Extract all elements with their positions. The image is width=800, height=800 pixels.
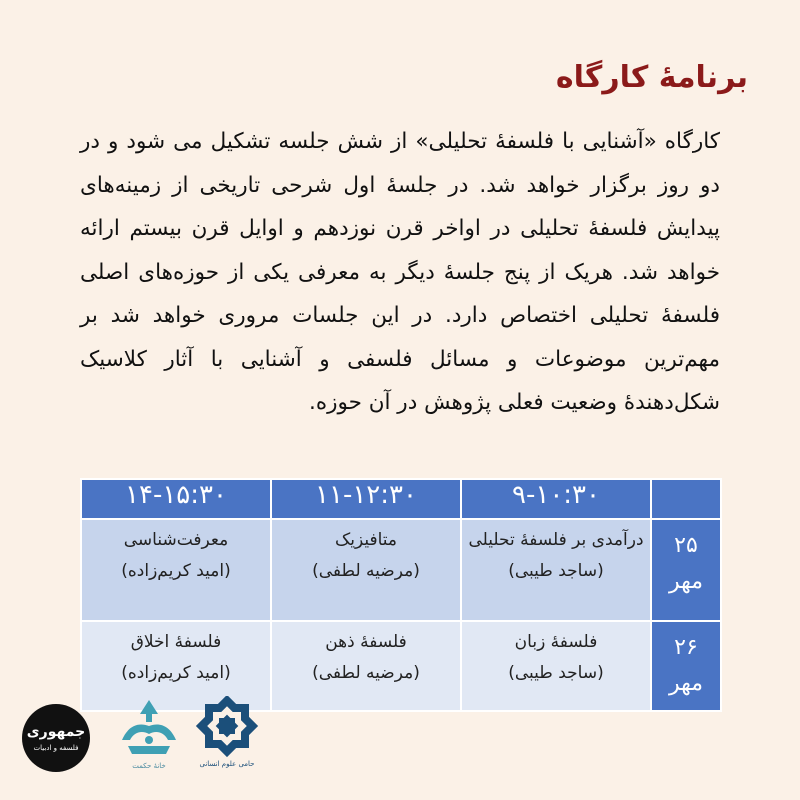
day-number: ۲۶ [674, 635, 698, 660]
olum-logo-caption: حامی علوم انسانی [199, 760, 255, 768]
table-row [81, 519, 721, 621]
time-header: ۱۱-۱۲:۳۰ [271, 479, 461, 519]
jomhouri-logo-name: جمهوری [26, 724, 86, 740]
day-number: ۲۵ [674, 533, 698, 558]
day-month: مهر [668, 569, 704, 594]
jomhouri-logo [22, 704, 90, 772]
hekmat-logo [114, 696, 184, 776]
session-topic: درآمدی بر فلسفهٔ تحلیلی [468, 530, 644, 550]
day-month: مهر [668, 671, 704, 696]
page-title: برنامهٔ کارگاه [555, 60, 748, 95]
session-speaker: (مرضیه لطفی) [312, 561, 420, 581]
session-topic: فلسفهٔ زبان [514, 632, 598, 652]
session-cell [461, 519, 651, 621]
session-topic: متافیزیک [335, 530, 397, 550]
hekmat-emblem-icon [114, 696, 184, 762]
schedule-header-row [81, 479, 721, 519]
octagram-star-icon [182, 696, 272, 760]
session-speaker: (ساجد طیبی) [508, 561, 604, 581]
session-cell [271, 519, 461, 621]
session-cell [81, 519, 271, 621]
session-topic: فلسفهٔ ذهن [325, 632, 407, 652]
session-cell [461, 621, 651, 711]
session-speaker: (امید کریم‌زاده) [121, 663, 231, 683]
intro-paragraph: کارگاه «آشنایی با فلسفهٔ تحلیلی» از شش جلسه تشکیل می شود و در دو روز برگزار خواهد شد. در جلسهٔ اول شرحی تاریخی از زمینه‌های پیدایش فلسفهٔ تحلیلی در اواخر قرن نوزدهم و اوایل قرن بیستم ارائه خواهد شد. هریک از پنج جلسهٔ دیگر به معرفی یکی از حوزه‌های اصلی فلسفهٔ تحلیلی اختصاص دارد. در این جلسات مروری خواهد شد بر مهم‌ترین موضوعات و مسائل فلسفی و آشنایی با آثار کلاسیک شکل‌دهندهٔ وضعیت فعلی پژوهش در آن حوزه. [80, 129, 720, 415]
sponsor-logos [22, 696, 262, 778]
corner-cell [651, 479, 721, 519]
olum-logo [182, 696, 272, 776]
schedule-table [80, 478, 722, 712]
session-topic: فلسفهٔ اخلاق [130, 632, 222, 652]
hekmat-logo-caption: خانهٔ حکمت [132, 762, 166, 770]
session-speaker: (امید کریم‌زاده) [121, 561, 231, 581]
time-header: ۹-۱۰:۳۰ [461, 479, 651, 519]
session-topic: معرفت‌شناسی [123, 530, 229, 550]
jomhouri-logo-sub: فلسفه و ادبیات [33, 744, 79, 752]
day-cell [651, 621, 721, 711]
day-cell [651, 519, 721, 621]
session-speaker: (ساجد طیبی) [508, 663, 604, 683]
time-header: ۱۴-۱۵:۳۰ [81, 479, 271, 519]
session-cell [271, 621, 461, 711]
session-speaker: (مرضیه لطفی) [312, 663, 420, 683]
